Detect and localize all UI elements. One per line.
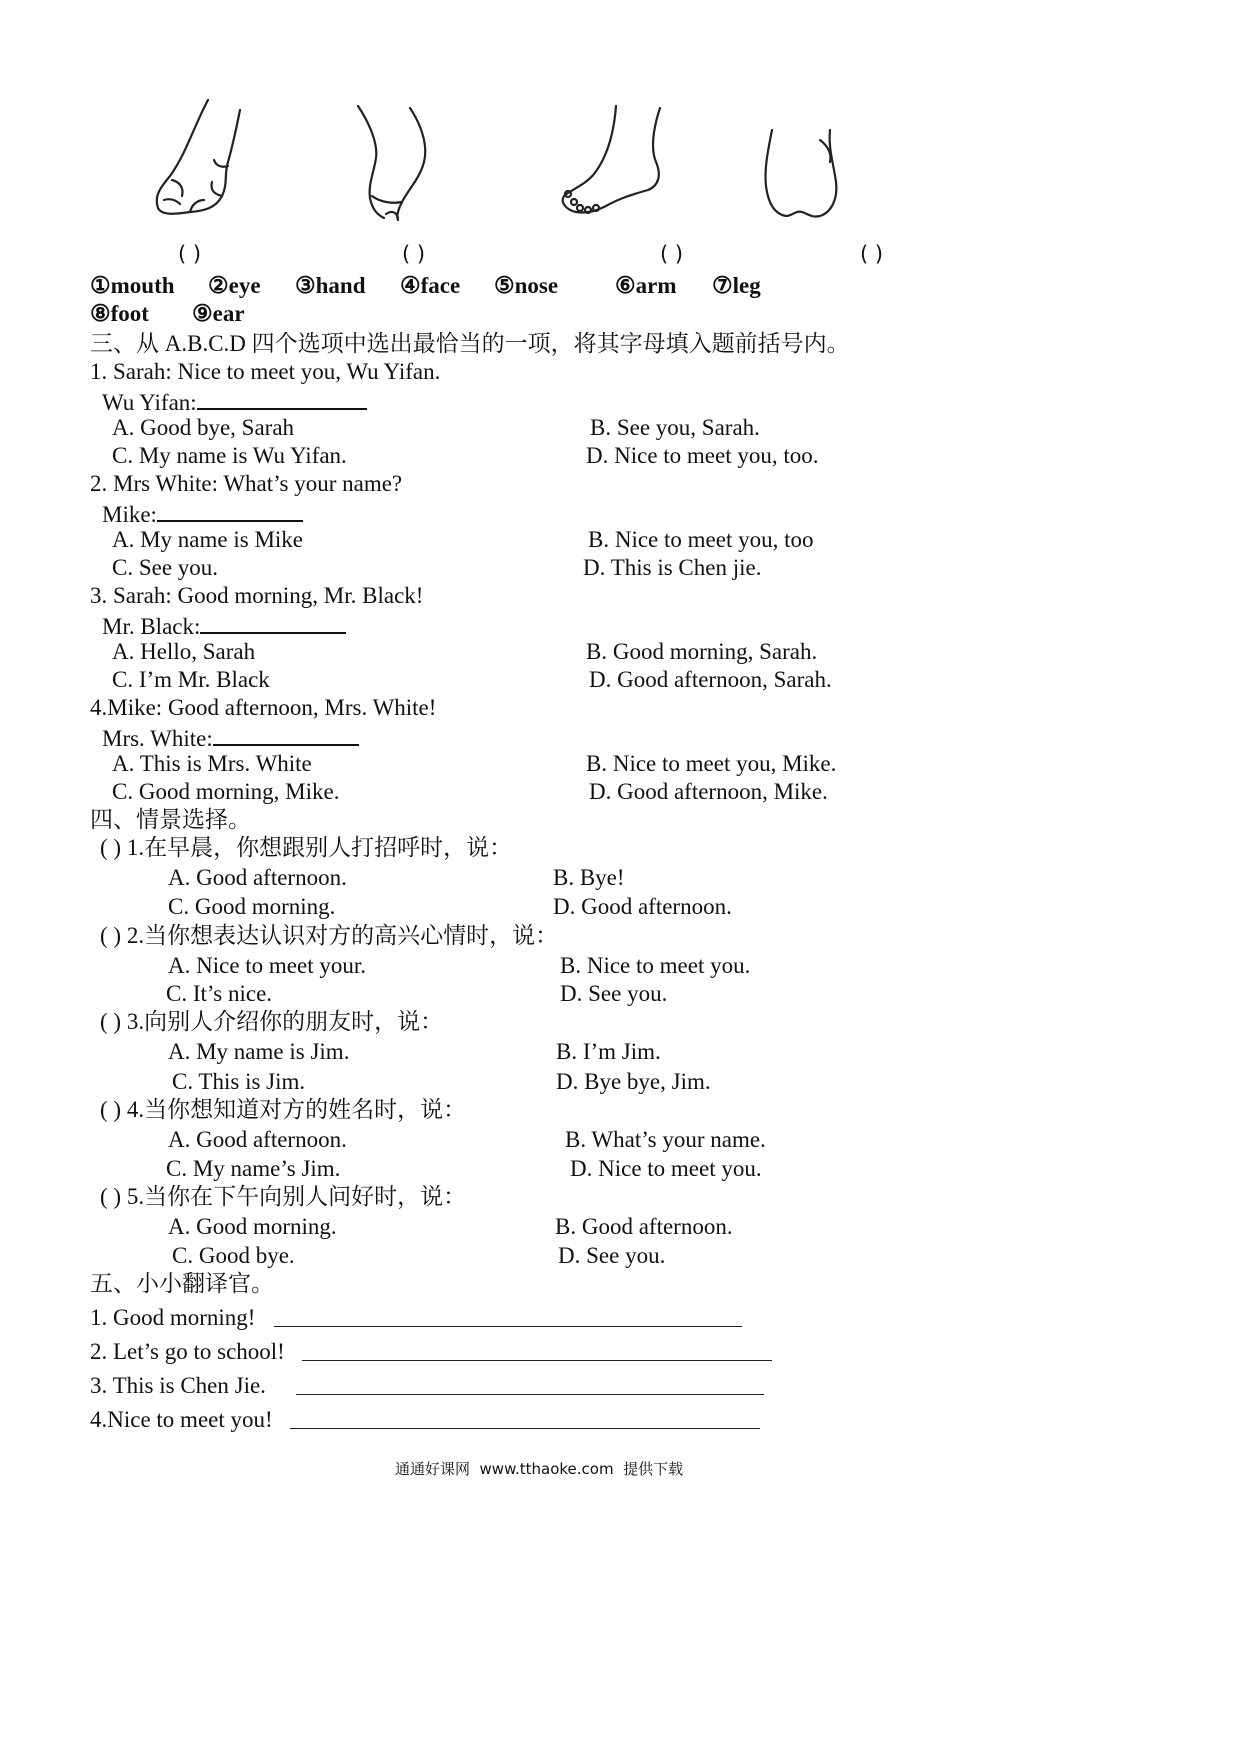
option-b: B. Bye! — [553, 865, 625, 890]
speaker-label: Mrs. White: — [102, 726, 213, 751]
option-d: D. This is Chen jie. — [583, 555, 762, 580]
section-3-title: 三、从 A.B.C.D 四个选项中选出最恰当的一项，将其字母填入题前括号内。 — [90, 331, 850, 356]
translate-answer-line[interactable] — [296, 1394, 764, 1395]
footer-credit: 通通好课网 www.tthaoke.com 提供下载 — [395, 1460, 684, 1478]
section-4-title: 四、情景选择。 — [90, 807, 251, 832]
option-c: C. Good bye. — [172, 1243, 295, 1268]
option-c: C. This is Jim. — [172, 1069, 306, 1094]
option-c: C. It’s nice. — [166, 981, 273, 1006]
arm-drawing-icon — [352, 102, 436, 222]
question-text: 1. Sarah: Nice to meet you, Wu Yifan. — [90, 359, 441, 384]
answer-paren-1: ( ) — [178, 242, 202, 266]
option-b: B. I’m Jim. — [556, 1039, 661, 1064]
answer-blank[interactable] — [200, 610, 346, 634]
option-a: A. Good afternoon. — [168, 865, 347, 890]
section-5-title: 五、小小翻译官。 — [90, 1271, 274, 1296]
translate-item: 1. Good morning! — [90, 1305, 256, 1330]
option-b: B. See you, Sarah. — [590, 415, 760, 440]
translate-answer-line[interactable] — [274, 1326, 742, 1327]
speaker-label: Mike: — [102, 502, 157, 527]
option-b: B. Nice to meet you, Mike. — [586, 751, 837, 776]
question-text: 3.向别人介绍你的朋友时，说： — [126, 1009, 444, 1034]
question-text: 3. Sarah: Good morning, Mr. Black! — [90, 583, 424, 608]
option-d: D. Nice to meet you. — [570, 1156, 762, 1181]
option-a: A. Good morning. — [168, 1214, 337, 1239]
answer-line — [102, 722, 359, 753]
answer-paren-3: ( ) — [660, 242, 684, 266]
answer-blank[interactable] — [213, 722, 359, 746]
word-option: ①mouth — [90, 273, 175, 298]
word-option: ⑦leg — [712, 273, 761, 298]
option-a: A. Good afternoon. — [168, 1127, 347, 1152]
option-a: A. Nice to meet your. — [168, 953, 367, 978]
option-b: B. What’s your name. — [565, 1127, 766, 1152]
word-option: ④face — [400, 273, 461, 298]
option-a: A. Good bye, Sarah — [112, 415, 295, 440]
option-c: C. Good morning, Mike. — [112, 779, 340, 804]
translate-answer-line[interactable] — [302, 1360, 772, 1361]
answer-blank[interactable] — [157, 498, 303, 522]
option-d: D. Good afternoon, Sarah. — [589, 667, 832, 692]
option-d: D. See you. — [560, 981, 668, 1006]
option-d: D. Nice to meet you, too. — [586, 443, 819, 468]
answer-paren-4: ( ) — [860, 242, 884, 266]
option-d: D. See you. — [558, 1243, 666, 1268]
option-b: B. Nice to meet you, too — [588, 527, 814, 552]
question-line — [100, 1096, 466, 1124]
option-c: C. I’m Mr. Black — [112, 667, 270, 692]
question-text: 4.当你想知道对方的姓名时，说： — [126, 1097, 467, 1122]
word-option: ⑤nose — [494, 273, 559, 298]
answer-line — [102, 610, 346, 641]
question-line — [100, 1008, 443, 1036]
translate-answer-line[interactable] — [290, 1428, 760, 1429]
option-d: D. Bye bye, Jim. — [556, 1069, 711, 1094]
option-b: B. Good afternoon. — [555, 1214, 733, 1239]
word-option: ③hand — [295, 273, 366, 298]
question-line — [100, 834, 512, 862]
translate-item: 3. This is Chen Jie. — [90, 1373, 266, 1398]
answer-blank[interactable] — [197, 386, 367, 410]
speaker-label: Wu Yifan: — [102, 390, 197, 415]
question-text: 1.在早晨，你想跟别人打招呼时，说： — [126, 835, 513, 860]
question-line — [100, 922, 558, 950]
answer-paren[interactable]: ( ) — [100, 1097, 122, 1122]
option-b: B. Nice to meet you. — [560, 953, 751, 978]
answer-line — [102, 498, 303, 529]
answer-paren[interactable]: ( ) — [100, 923, 122, 948]
answer-paren[interactable]: ( ) — [100, 1009, 122, 1034]
speaker-label: Mr. Black: — [102, 614, 201, 639]
answer-paren[interactable]: ( ) — [100, 1184, 122, 1209]
option-a: A. This is Mrs. White — [112, 751, 312, 776]
question-text: 2. Mrs White: What’s your name? — [90, 471, 403, 496]
word-option: ⑥arm — [615, 273, 677, 298]
answer-paren-2: ( ) — [402, 242, 426, 266]
question-line — [100, 1183, 466, 1211]
word-option: ②eye — [208, 273, 261, 298]
option-a: A. My name is Mike — [112, 527, 304, 552]
option-b: B. Good morning, Sarah. — [586, 639, 818, 664]
option-a: A. My name is Jim. — [168, 1039, 350, 1064]
option-c: C. My name is Wu Yifan. — [112, 443, 347, 468]
question-text: 2.当你想表达认识对方的高兴心情时，说： — [126, 923, 559, 948]
option-d: D. Good afternoon, Mike. — [589, 779, 828, 804]
word-option: ⑧foot — [90, 301, 149, 326]
leg-drawing-icon — [758, 126, 844, 222]
translate-item: 4.Nice to meet you! — [90, 1407, 273, 1432]
question-text: 5.当你在下午向别人问好时，说： — [126, 1184, 467, 1209]
hand-drawing-icon — [150, 96, 250, 220]
option-d: D. Good afternoon. — [553, 894, 732, 919]
option-c: C. My name’s Jim. — [166, 1156, 341, 1181]
answer-line — [102, 386, 367, 417]
answer-paren[interactable]: ( ) — [100, 835, 122, 860]
option-a: A. Hello, Sarah — [112, 639, 256, 664]
question-text: 4.Mike: Good afternoon, Mrs. White! — [90, 695, 437, 720]
option-c: C. See you. — [112, 555, 219, 580]
option-c: C. Good morning. — [168, 894, 336, 919]
word-option: ⑨ear — [192, 301, 245, 326]
translate-item: 2. Let’s go to school! — [90, 1339, 285, 1364]
foot-drawing-icon — [556, 102, 668, 220]
